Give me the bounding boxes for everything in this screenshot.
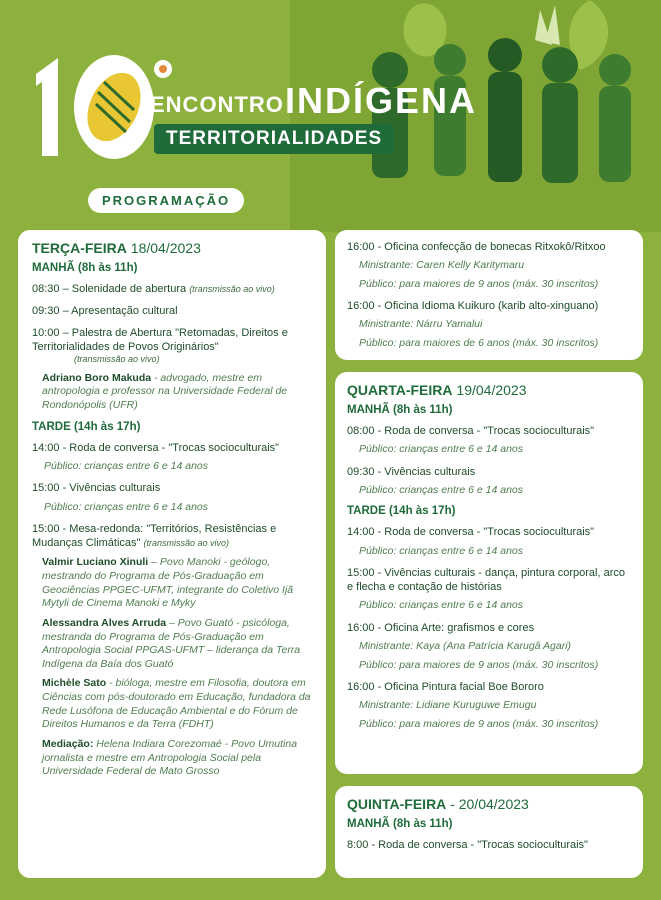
schedule-item: 15:00 - Vivências culturais - dança, pintura corporal, arco e flecha e contação de histórias xyxy=(347,567,625,594)
schedule-item: 16:00 - Oficina Arte: grafismos e cores xyxy=(347,621,535,634)
morning-heading: MANHÃ (8h às 11h) xyxy=(347,404,453,416)
schedule-item: 16:00 - Oficina Idioma Kuikuro (karib alto-xinguano) xyxy=(347,300,599,313)
speaker-entry: Alessandra Alves Arruda – Povo Guató - psicóloga, mestranda do Programa de Pós-Graduação em Antropologia Social PPGAS-UFMT – liderança da Terra Indígena da Baía dos Guató xyxy=(42,616,301,670)
schedule-item: 09:30 – Apresentação cultural xyxy=(32,305,178,318)
audience-note: Público: para maiores de 9 anos (máx. 30 inscritos) xyxy=(359,718,599,731)
schedule-item: 08:00 - Roda de conversa - "Trocas socioculturais" xyxy=(347,425,595,437)
schedule-item: 16:00 - Oficina confecção de bonecas Ritxokô/Ritxoo xyxy=(347,241,606,253)
day-heading: QUINTA-FEIRA - 20/04/2023 xyxy=(347,796,529,812)
degree-circle-icon xyxy=(154,60,172,78)
speaker-entry: Michèle Sato - bióloga, mestre em Filosofia, doutora em Ciências com pós-doutorado em Educação, fundadora da Rede Lusófona de Educação Ambiental e do Fórum de Direitos Humanos e da Terra (FDHT) xyxy=(42,677,311,731)
audience-note: Público: crianças entre 6 e 14 anos xyxy=(359,599,524,612)
schedule-item: 16:00 - Oficina Pintura facial Boe Bororo xyxy=(347,681,544,694)
speaker-entry: Adriano Boro Makuda - advogado, mestre em antropologia e professor na Universidade Federal de Rondonópolis (UFR) xyxy=(42,371,288,412)
schedule-item: 8:00 - Roda de conversa - "Trocas socioculturais" xyxy=(347,839,588,851)
header-banner xyxy=(0,0,661,232)
audience-note: Público: crianças entre 6 e 14 anos xyxy=(44,459,209,472)
programacao-badge: PROGRAMAÇÃO xyxy=(88,188,244,213)
day-heading: TERÇA-FEIRA 18/04/2023 xyxy=(32,240,201,256)
audience-note: Público: crianças entre 6 e 14 anos xyxy=(359,544,524,557)
audience-note: Público: para maiores de 9 anos (máx. 30 inscritos) xyxy=(359,277,599,290)
schedule-item: 14:00 - Roda de conversa - "Trocas socioculturais" xyxy=(32,441,280,454)
audience-note: Público: crianças entre 6 e 14 anos xyxy=(359,483,524,496)
instructor-note: Ministrante: Caren Kelly Karitymaru xyxy=(359,259,525,272)
speaker-entry: Valmir Luciano Xinuli – Povo Manoki - geólogo, mestrando do Programa de Pós-Graduação em Geociências PPGEC-UFMT, integrante do Coletivo Ijã Mytyli de Cinema Manoki e Myky xyxy=(42,556,294,610)
schedule-item: 09:30 - Vivências culturais xyxy=(347,465,476,478)
schedule-item: 15:00 - Vivências culturais xyxy=(32,482,161,495)
encontro-title: ENCONTRO xyxy=(150,92,284,117)
schedule-item: 15:00 - Mesa-redonda: "Territórios, Resistências e Mudanças Climáticas" (transmissão ao vivo) xyxy=(32,523,277,550)
audience-note: Público: crianças entre 6 e 14 anos xyxy=(44,500,209,513)
tuesday-card xyxy=(18,230,326,878)
morning-heading: MANHÃ (8h às 11h) xyxy=(347,818,453,830)
instructor-note: Ministrante: Kaya (Ana Patrícia Karugâ Agari) xyxy=(359,640,572,653)
schedule-item: 08:30 – Solenidade de abertura (transmissão ao vivo) xyxy=(32,283,275,295)
wednesday-card xyxy=(335,372,643,774)
morning-heading: MANHÃ (8h às 11h) xyxy=(32,262,138,274)
afternoon-heading: TARDE (14h às 17h) xyxy=(347,505,456,518)
indigena-title: INDÍGENA xyxy=(285,80,478,121)
day-heading: QUARTA-FEIRA 19/04/2023 xyxy=(347,382,527,398)
number-ten-logo xyxy=(28,52,158,162)
afternoon-heading: TARDE (14h às 17h) xyxy=(32,420,141,433)
moderator-entry: Mediação: Helena Indiara Corezomaé - Povo Umutina jornalista e mestre em Antropologia Social pela Universidade Federal de Mato Grosso xyxy=(42,738,298,778)
tuesday-continued-card xyxy=(335,230,643,360)
audience-note: Público: para maiores de 9 anos (máx. 30 inscritos) xyxy=(359,658,599,671)
schedule-item: 10:00 – Palestra de Abertura "Retomadas, Direitos e Territorialidades de Povos Originários" (transmissão ao vivo) xyxy=(32,327,288,365)
thursday-card xyxy=(335,786,643,878)
audience-note: Público: crianças entre 6 e 14 anos xyxy=(359,443,524,456)
schedule-item: 14:00 - Roda de conversa - "Trocas socioculturais" xyxy=(347,526,595,539)
audience-note: Público: para maiores de 6 anos (máx. 30 inscritos) xyxy=(359,337,599,350)
instructor-note: Ministrante: Nárru Yamalui xyxy=(359,318,483,331)
instructor-note: Ministrante: Lidiane Kuruguwe Emugu xyxy=(359,699,537,712)
territorialidades-subtitle: TERRITORIALIDADES xyxy=(154,124,394,154)
